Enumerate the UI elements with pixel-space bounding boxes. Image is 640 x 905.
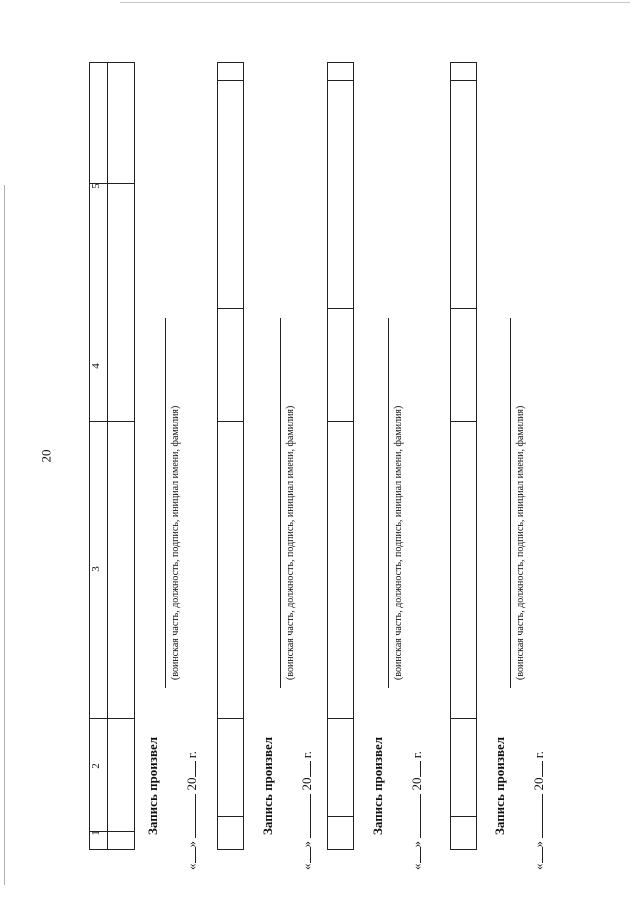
record-author-label: Запись произвел: [145, 736, 160, 835]
record-author-label: Запись произвел: [492, 736, 507, 835]
date-line: [298, 751, 315, 870]
date-close-quote: »: [184, 841, 199, 848]
year-suffix: г.: [184, 751, 199, 759]
record-author-label: Запись произвел: [370, 736, 385, 835]
signature-hint: (воинская часть, должность, подпись, инициал имени, фамилия): [170, 405, 181, 680]
column-number-3: 3: [89, 566, 102, 572]
year-suffix: г.: [409, 751, 424, 759]
day-blank[interactable]: [530, 848, 543, 864]
scan-edge-top: [120, 2, 630, 3]
date-close-quote: »: [409, 841, 424, 848]
year-blank[interactable]: [298, 762, 311, 778]
year-prefix: 20: [184, 777, 199, 791]
year-blank[interactable]: [183, 762, 196, 778]
date-open-quote: «: [299, 863, 314, 870]
signature-line: [280, 318, 281, 688]
record-author-label: Запись произвел: [260, 736, 275, 835]
signature-line: [388, 318, 389, 688]
signature-hint: (воинская часть, должность, подпись, инициал имени, фамилия): [515, 405, 526, 680]
date-open-quote: «: [184, 863, 199, 870]
date-line: [408, 751, 425, 870]
scan-edge-left: [4, 185, 5, 885]
day-blank[interactable]: [183, 848, 196, 864]
signature-line: [165, 318, 166, 688]
signature-hint: (воинская часть, должность, подпись, инициал имени, фамилия): [285, 405, 296, 680]
column-number-1: 1: [89, 830, 102, 836]
column-number-5: 5: [89, 183, 102, 189]
column-number-2: 2: [89, 763, 102, 769]
day-blank[interactable]: [298, 848, 311, 864]
year-suffix: г.: [531, 751, 546, 759]
year-prefix: 20: [409, 777, 424, 791]
month-blank[interactable]: [183, 794, 196, 838]
date-open-quote: «: [531, 863, 546, 870]
signature-hint: (воинская часть, должность, подпись, инициал имени, фамилия): [393, 405, 404, 680]
table-block-2: [217, 62, 244, 850]
month-blank[interactable]: [408, 794, 421, 838]
column-number-4: 4: [89, 363, 102, 369]
table-block-3: [327, 62, 354, 850]
page-number: 20: [38, 449, 54, 463]
year-suffix: г.: [299, 751, 314, 759]
year-blank[interactable]: [530, 762, 543, 778]
month-blank[interactable]: [298, 794, 311, 838]
year-blank[interactable]: [408, 762, 421, 778]
year-prefix: 20: [299, 777, 314, 791]
table-block-1: [89, 62, 135, 850]
signature-line: [510, 318, 511, 688]
date-line: [183, 751, 200, 870]
date-close-quote: »: [299, 841, 314, 848]
date-line: [530, 751, 547, 870]
table-block-4: [450, 62, 477, 850]
date-close-quote: »: [531, 841, 546, 848]
month-blank[interactable]: [530, 794, 543, 838]
date-open-quote: «: [409, 863, 424, 870]
day-blank[interactable]: [408, 848, 421, 864]
year-prefix: 20: [531, 777, 546, 791]
